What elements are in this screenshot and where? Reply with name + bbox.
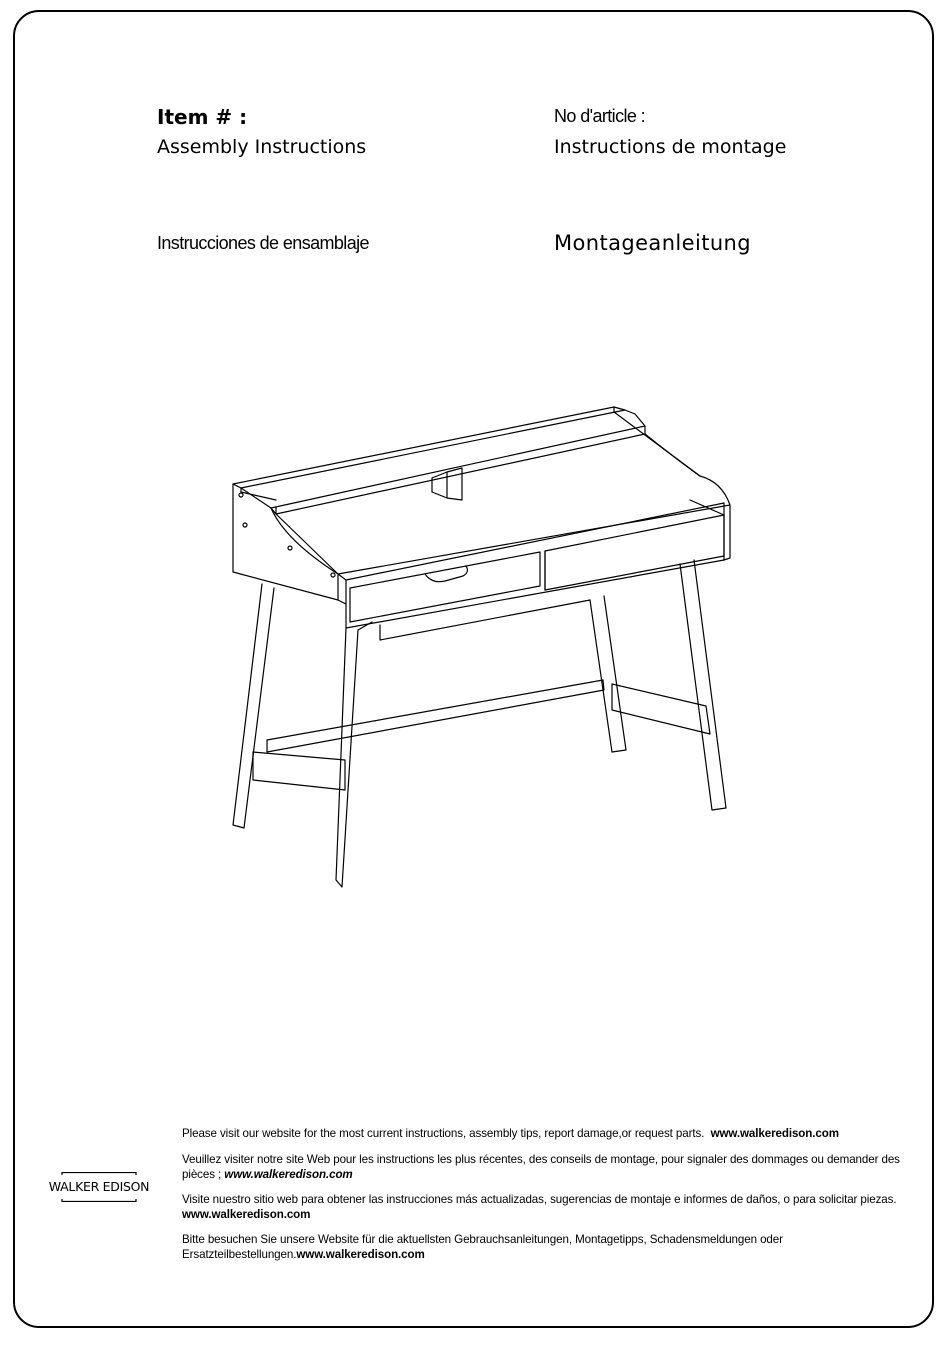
- rear-stretcher: [267, 680, 604, 752]
- assembly-instructions-title: Assembly Instructions: [157, 136, 367, 158]
- website-link[interactable]: www.walkeredison.com: [182, 1208, 311, 1221]
- note-fr: Veuillez visiter notre site Web pour les instructions les plus récentes, des conseils de montage, pour signaler des dommages ou demander des pièces ; www.walkeredison.com: [182, 1153, 900, 1181]
- drawer-handle: [425, 566, 467, 582]
- right-side-panel: [614, 407, 730, 560]
- note-de: Bitte besuchen Sie unsere Website für die aktuellsten Gebrauchsanleitungen, Montagetipps, Schadensmeldungen oder Ersatzteilbestellungen.www.walkeredison.com: [182, 1233, 783, 1261]
- assembly-instructions-title-de: Montageanleitung: [554, 231, 751, 255]
- website-link[interactable]: www.walkeredison.com: [224, 1168, 353, 1181]
- footer-notes: [182, 1126, 912, 1272]
- item-number-label-fr: No d'article :: [554, 106, 646, 126]
- website-link[interactable]: www.walkeredison.com: [710, 1127, 839, 1140]
- back-left-leg: [233, 584, 274, 828]
- assembly-instructions-title-fr: Instructions de montage: [554, 136, 787, 158]
- drawer-front: [350, 552, 540, 622]
- note-en: Please visit our website for the most current instructions, assembly tips, report damage,or request parts. www.walkeredison.com: [182, 1127, 839, 1140]
- rear-shelf-right-edge: [625, 410, 645, 426]
- back-right-leg: [590, 596, 626, 752]
- open-cubby: [545, 515, 724, 590]
- front-frame: [346, 560, 724, 628]
- center-support: [432, 472, 447, 498]
- front-right-leg: [680, 560, 726, 810]
- rear-shelf-top: [233, 407, 625, 488]
- walker-edison-logo: [40, 1172, 158, 1202]
- logo-text: WALKER EDISON: [48, 1179, 150, 1194]
- rear-shelf-edge: [241, 488, 276, 500]
- left-side-panel: [233, 484, 338, 600]
- right-stretcher: [612, 684, 710, 734]
- assembly-instructions-title-es: Instrucciones de ensamblaje: [157, 233, 369, 253]
- front-left-leg: [336, 628, 358, 887]
- item-number-label: Item # :: [157, 105, 248, 129]
- left-stretcher: [253, 752, 345, 790]
- website-link[interactable]: www.walkeredison.com: [296, 1248, 425, 1261]
- apron: [380, 600, 590, 640]
- note-es: Visite nuestro sitio web para obtener las instrucciones más actualizadas, sugerencias de montaje e informes de daños, o para solicitar piezas. www.walkeredison.com: [182, 1193, 897, 1221]
